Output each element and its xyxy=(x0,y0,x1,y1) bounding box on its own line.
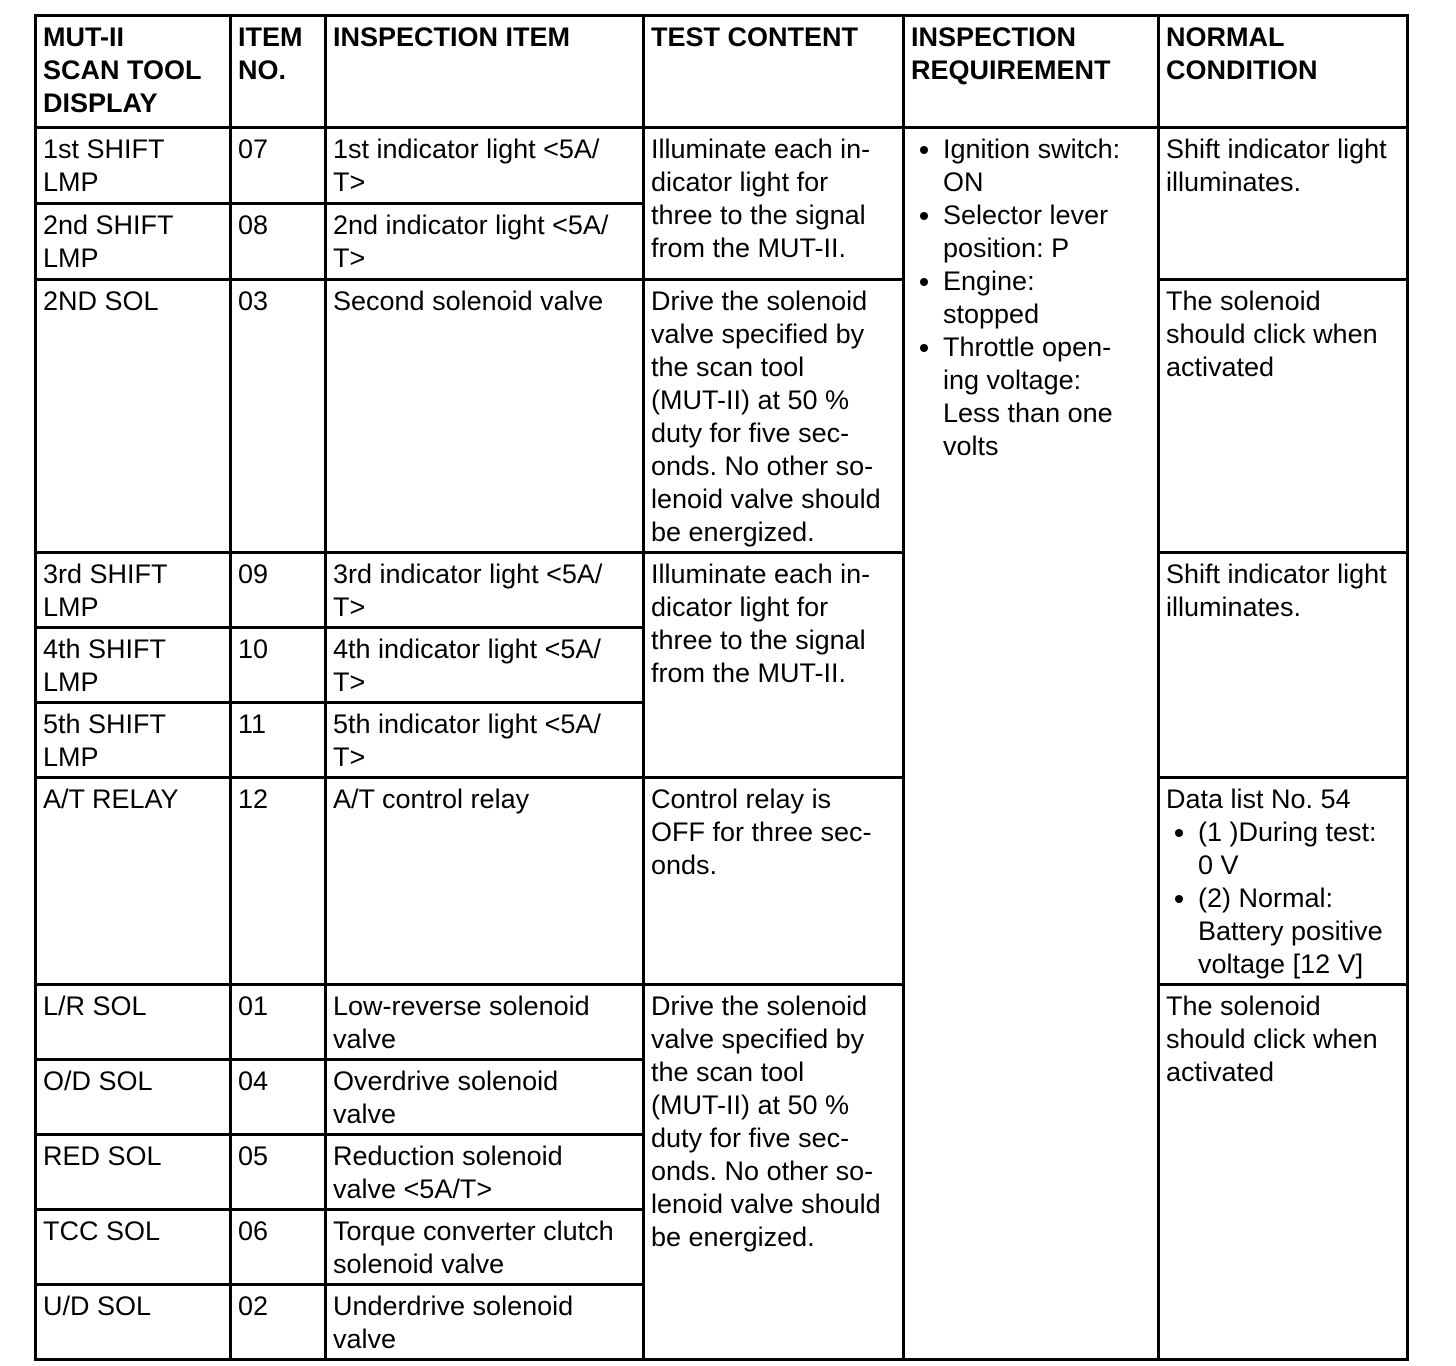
test-content-illuminate-2: Illuminate each in- dicator light for three to the signal from the MUT-II. xyxy=(644,553,904,778)
item-no-cell: 08 xyxy=(231,204,326,280)
inspection-item-cell: A/T control relay xyxy=(326,778,644,985)
display-cell: 4th SHIFT LMP xyxy=(36,628,231,703)
table-row xyxy=(36,553,1408,628)
item-no-cell: 11 xyxy=(231,703,326,778)
display-cell: 1st SHIFT LMP xyxy=(36,128,231,204)
inspection-requirement-cell xyxy=(904,128,1159,1360)
inspection-item-cell: 2nd indicator light <5A/ T> xyxy=(326,204,644,280)
table-row xyxy=(36,280,1408,553)
display-cell: TCC SOL xyxy=(36,1210,231,1285)
inspection-item-cell: 1st indicator light <5A/ T> xyxy=(326,128,644,204)
data-list-label: Data list No. 54 xyxy=(1166,784,1351,814)
requirement-list xyxy=(911,133,1151,463)
relay-condition-item: • (1 )During test: 0 V xyxy=(1198,816,1400,882)
table-row xyxy=(36,985,1408,1060)
requirement-item: • Ignition switch: ON xyxy=(943,133,1151,199)
header-inspection-requirement: INSPECTION REQUIREMENT xyxy=(904,16,1159,128)
normal-condition-relay xyxy=(1159,778,1408,985)
item-no-cell: 10 xyxy=(231,628,326,703)
normal-condition-sol-2nd: The solenoid should click when activated xyxy=(1159,280,1408,553)
header-inspection-item: INSPECTION ITEM xyxy=(326,16,644,128)
normal-condition-shift-2: Shift indicator light illuminates. xyxy=(1159,553,1408,778)
item-no-cell: 07 xyxy=(231,128,326,204)
display-cell: RED SOL xyxy=(36,1135,231,1210)
item-no-cell: 05 xyxy=(231,1135,326,1210)
normal-condition-shift-1: Shift indicator light illuminates. xyxy=(1159,128,1408,280)
inspection-item-cell: Underdrive solenoid valve xyxy=(326,1285,644,1360)
display-cell: O/D SOL xyxy=(36,1060,231,1135)
test-content-illuminate-1: Illuminate each in- dicator light for three to the signal from the MUT-II. xyxy=(644,128,904,280)
table-row xyxy=(36,778,1408,985)
header-test-content: TEST CONTENT xyxy=(644,16,904,128)
display-cell: 3rd SHIFT LMP xyxy=(36,553,231,628)
display-cell: 5th SHIFT LMP xyxy=(36,703,231,778)
test-content-relay: Control relay is OFF for three sec- onds. xyxy=(644,778,904,985)
requirement-item: • Selector lever position: P xyxy=(943,199,1151,265)
inspection-item-cell: 4th indicator light <5A/ T> xyxy=(326,628,644,703)
item-no-cell: 03 xyxy=(231,280,326,553)
inspection-item-cell: Reduction solenoid valve <5A/T> xyxy=(326,1135,644,1210)
display-cell: L/R SOL xyxy=(36,985,231,1060)
header-row xyxy=(36,16,1408,128)
item-no-cell: 01 xyxy=(231,985,326,1060)
table-row xyxy=(36,128,1408,204)
item-no-cell: 06 xyxy=(231,1210,326,1285)
inspection-item-cell: 5th indicator light <5A/ T> xyxy=(326,703,644,778)
display-cell: 2nd SHIFT LMP xyxy=(36,204,231,280)
test-content-drive-2nd: Drive the solenoid valve specified by the scan tool (MUT-II) at 50 % duty for five sec- onds. No other so- lenoid valve should be energized. xyxy=(644,280,904,553)
header-normal-condition: NORMAL CONDITION xyxy=(1159,16,1408,128)
requirement-item: • Engine: stopped xyxy=(943,265,1151,331)
header-item-no: ITEM NO. xyxy=(231,16,326,128)
display-cell: 2ND SOL xyxy=(36,280,231,553)
item-no-cell: 02 xyxy=(231,1285,326,1360)
inspection-item-cell: Torque converter clutch solenoid valve xyxy=(326,1210,644,1285)
relay-condition-list xyxy=(1166,816,1400,981)
test-content-drive-group: Drive the solenoid valve specified by the scan tool (MUT-II) at 50 % duty for five sec- onds. No other so- lenoid valve should be energized. xyxy=(644,985,904,1360)
item-no-cell: 12 xyxy=(231,778,326,985)
display-cell: A/T RELAY xyxy=(36,778,231,985)
requirement-item: • Throttle open- ing voltage: Less than one volts xyxy=(943,331,1151,463)
normal-condition-sol-group: The solenoid should click when activated xyxy=(1159,985,1408,1360)
inspection-item-cell: Overdrive solenoid valve xyxy=(326,1060,644,1135)
inspection-item-cell: Low-reverse solenoid valve xyxy=(326,985,644,1060)
item-no-cell: 04 xyxy=(231,1060,326,1135)
display-cell: U/D SOL xyxy=(36,1285,231,1360)
inspection-item-cell: 3rd indicator light <5A/ T> xyxy=(326,553,644,628)
inspection-table xyxy=(34,14,1409,1361)
relay-condition-item: • (2) Normal: Battery positive voltage [12 V] xyxy=(1198,882,1400,981)
inspection-item-cell: Second solenoid valve xyxy=(326,280,644,553)
header-display: MUT-II SCAN TOOL DISPLAY xyxy=(36,16,231,128)
item-no-cell: 09 xyxy=(231,553,326,628)
